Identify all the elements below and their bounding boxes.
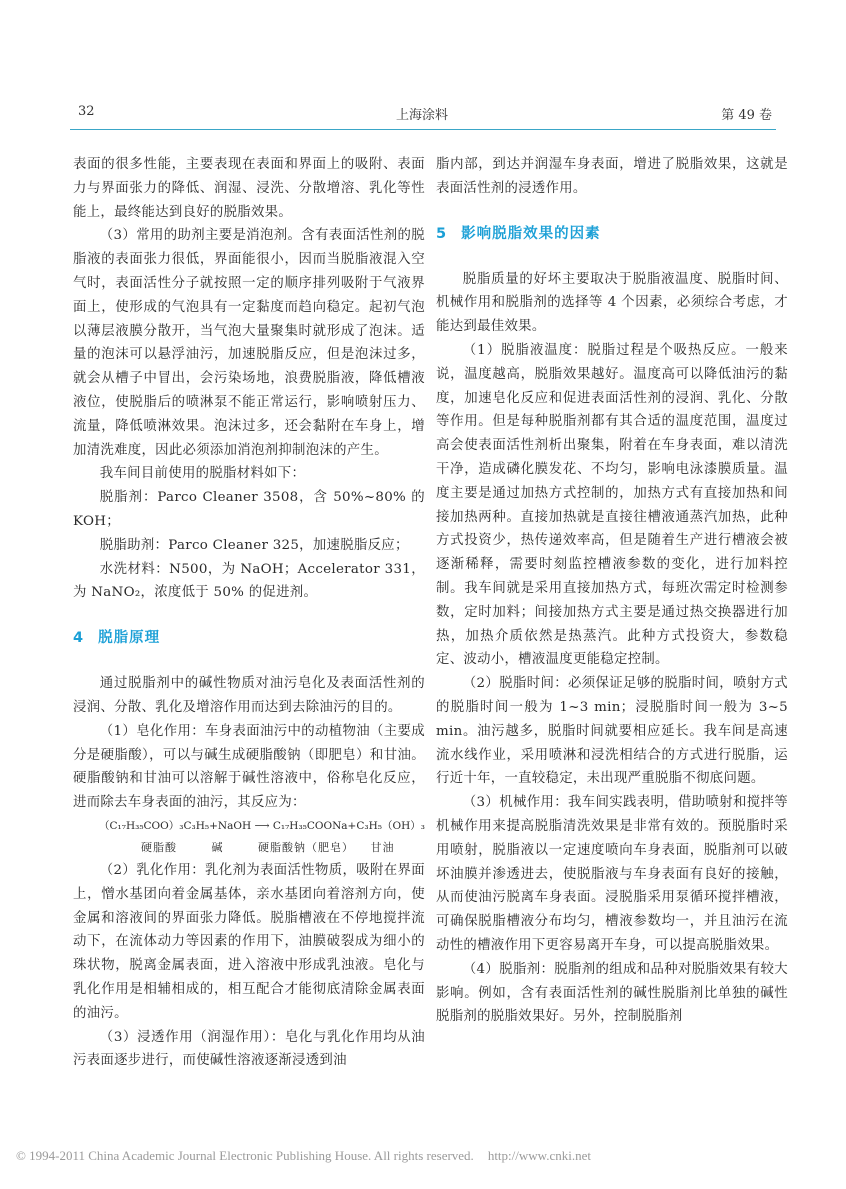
paragraph: 脂内部，到达并润湿车身表面，增进了脱脂效果，这就是表面活性剂的浸透作用。 xyxy=(436,157,788,196)
equation-label: 甘油 xyxy=(370,840,395,854)
journal-title: 上海涂料 xyxy=(395,108,448,123)
paragraph: 表面的很多性能，主要表现在表面和界面上的吸附、表面力与界面张力的降低、润湿、浸洗、分散增溶、乳化等性能上，最终能达到良好的脱脂效果。 xyxy=(73,157,425,220)
section-title: 脱脂原理 xyxy=(98,630,161,647)
equation-label: 碱 xyxy=(211,840,224,854)
section-number: 4 xyxy=(73,630,85,647)
paragraph: （3）常用的助剂主要是消泡剂。含有表面活性剂的脱脂液的表面张力很低，界面能很小，因而当脱脂液混入空气时，表面活性分子就按照一定的顺序排列吸附于气液界面上，使形成的气泡具有一定黏度而趋向稳定。起初气泡以薄层液膜分散开，当气泡大量聚集时就形成了泡沫。适量的泡沫可以悬浮油污，加速脱脂反应，但是泡沫过多，就会从槽子中冒出，会污染场地，浪费脱脂液，降低槽液液位，使脱脂后的喷淋泵不能正常运行，影响喷射压力、流量，降低喷淋效果。泡沫过多，还会黏附在车身上，增加清洗难度，因此必须添加消泡剂抑制泡沫的产生。 xyxy=(73,228,425,458)
paragraph: 脱脂助剂：Parco Cleaner 325，加速脱脂反应； xyxy=(99,537,409,553)
chemical-equation: （C₁₇H₃₅COO）₃C₃H₅+NaOH ⟶ C₁₇H₃₅COONa+C₃H₅（OH）₃ xyxy=(99,819,425,832)
paragraph: （4）脱脂剂：脱脂剂的组成和品种对脱脂效果有较大影响。例如，含有表面活性剂的碱性脱脂剂比单独的碱性脱脂剂的脱脂效果好。另外，控制脱脂剂 xyxy=(436,961,788,1025)
page-number: 32 xyxy=(78,104,95,119)
equation-labels xyxy=(73,837,425,859)
paragraph: 通过脱脂剂中的碱性物质对油污皂化及表面活性剂的浸润、分散、乳化及增溶作用而达到去除油污的目的。 xyxy=(73,676,425,715)
paragraph: （2）脱脂时间：必须保证足够的脱脂时间，喷射方式的脱脂时间一般为 1~3 min；浸脱脂时间一般为 3~5 min。油污越多，脱脂时间就要相应延长。我车间是高速流水线作业，采用喷淋和浸洗相结合的方式进行脱脂，运行近十年，一直较稳定，未出现严重脱脂不彻底问题。 xyxy=(436,676,788,787)
section-heading-4 xyxy=(73,626,425,650)
section-number: 5 xyxy=(436,225,448,242)
copyright-footer xyxy=(16,1148,591,1164)
paragraph: （2）乳化作用：乳化剂为表面活性物质，吸附在界面上，憎水基团向着金属基体，亲水基团向着溶剂方向，使金属和溶液间的界面张力降低。脱脂槽液在不停地搅拌流动下，在流体动力等因素的作用下，油膜破裂成为细小的珠状物，脱离金属表面，进入溶液中形成乳浊液。皂化与乳化作用是相辅相成的，相互配合才能彻底清除金属表面的油污。 xyxy=(73,862,425,1021)
left-column xyxy=(73,153,425,1073)
copyright-text: © 1994-2011 China Academic Journal Electronic Publishing House. All rights reserved. xyxy=(16,1148,474,1163)
paragraph: 脱脂质量的好坏主要取决于脱脂液温度、脱脂时间、机械作用和脱脂剂的选择等 4 个因素，必须综合考虑，才能达到最佳效果。 xyxy=(436,271,788,335)
paragraph: 水洗材料：N500，为 NaOH；Accelerator 331，为 NaNO₂，浓度低于 50% 的促进剂。 xyxy=(73,561,425,601)
running-header xyxy=(72,104,772,124)
volume-label: 第 49 卷 xyxy=(721,108,772,123)
section-title: 影响脱脂效果的因素 xyxy=(461,225,601,242)
paragraph: 我车间目前使用的脱脂材料如下： xyxy=(99,466,306,482)
paragraph: （3）浸透作用（润湿作用）：皂化与乳化作用均从油污表面逐步进行，而使碱性溶液逐渐浸透到油 xyxy=(73,1029,425,1069)
right-column xyxy=(436,153,788,1029)
paragraph: （1）脱脂液温度：脱脂过程是个吸热反应。一般来说，温度越高，脱脂效果越好。温度高可以降低油污的黏度，加速皂化反应和促进表面活性剂的浸润、乳化、分散等作用。但是每种脱脂剂都有其合适的温度范围，温度过高会使表面活性剂析出聚集，附着在车身表面，难以清洗干净，造成磷化膜发花、不均匀，影响电泳漆膜质量。温度主要是通过加热方式控制的，加热方式有直接加热和间接加热两种。直接加热就是直接往槽液通蒸汽加热，此种方式投资少，热传递效率高，但是随着生产进行槽液会被逐渐稀释，需要时刻监控槽液参数的变化，进行加料控制。我车间就是采用直接加热方式，每班次需定时检测参数，定时加料；间接加热方式主要是通过热交换器进行加热，加热介质依然是热蒸汽。此种方式投资大，参数稳定、波动小，槽液温度更能稳定控制。 xyxy=(436,342,788,668)
equation-label: 硬脂酸钠（肥皂） xyxy=(258,840,354,854)
section-heading-5 xyxy=(436,222,788,246)
equation-label: 硬脂酸 xyxy=(141,840,177,854)
paragraph: （1）皂化作用：车身表面油污中的动植物油（主要成分是硬脂酸），可以与碱生成硬脂酸钠（即肥皂）和甘油。硬脂酸钠和甘油可以溶解于碱性溶液中，俗称皂化反应，进而除去车身表面的油污，其反应为： xyxy=(73,723,425,811)
paragraph: 脱脂剂：Parco Cleaner 3508，含 50%~80% 的 KOH； xyxy=(73,490,425,529)
paragraph: （3）机械作用：我车间实践表明，借助喷射和搅拌等机械作用来提高脱脂清洗效果是非常有效的。预脱脂时采用喷射，脱脂液以一定速度喷向车身表面，脱脂剂可以破坏油膜并渗透进去，使脱脂液与车身表面有良好的接触，从而使油污脱离车身表面。浸脱脂采用泵循环搅拌槽液，可确保脱脂槽液分布均匀，槽液参数均一，并且油污在流动性的槽液作用下更容易离开车身，可以提高脱脂效果。 xyxy=(436,795,788,953)
cnki-link[interactable]: http://www.cnki.net xyxy=(487,1148,591,1163)
header-rule xyxy=(70,129,776,130)
